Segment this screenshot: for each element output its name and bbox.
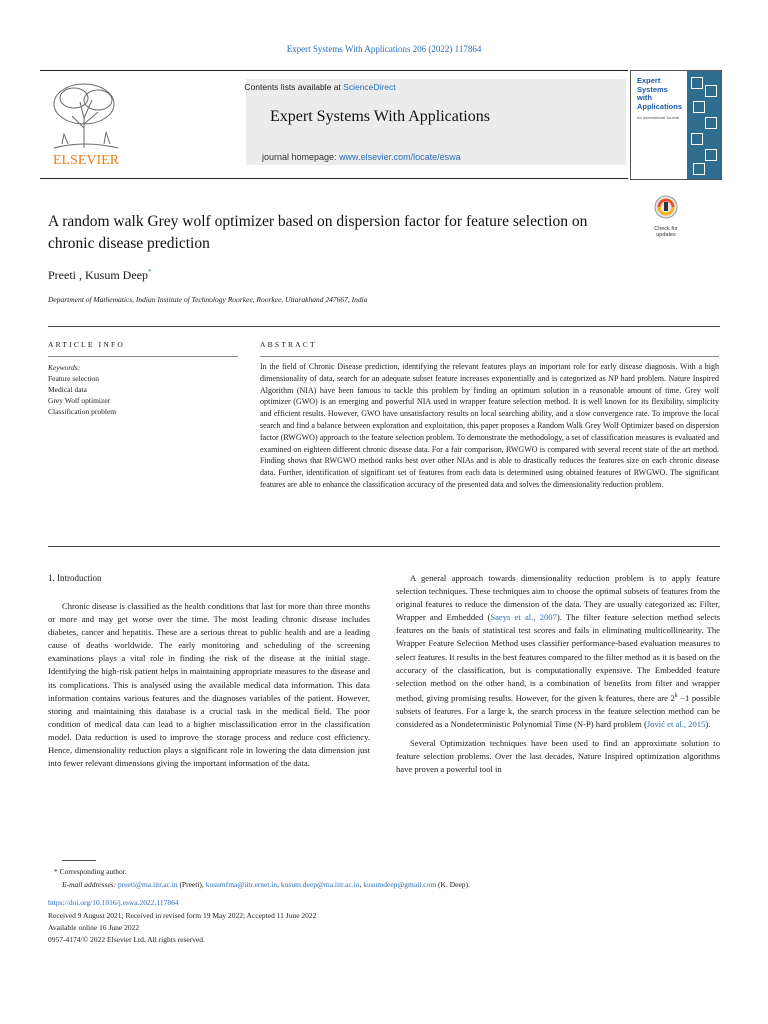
homepage-link[interactable]: www.elsevier.com/locate/eswa (339, 152, 461, 162)
keyword-item: Grey Wolf optimizer (48, 396, 111, 405)
check-for-updates-badge[interactable] (646, 194, 686, 238)
article-info-heading: ARTICLE INFO (48, 340, 125, 349)
info-rule (48, 356, 238, 357)
cover-title: Expert Systems with Applications (637, 76, 683, 111)
email-link[interactable]: kusumdeep@gmail.com (363, 880, 437, 889)
author-names: Preeti , Kusum Deep (48, 268, 148, 282)
email-owner: (Preeti), (177, 880, 206, 889)
affiliation: Department of Mathematics, Indian Institute of Technology Roorkee, Roorkee, Uttarakhand 247667, India (48, 295, 368, 304)
email-link[interactable]: kusum.deep@ma.iitr.ac.in (280, 880, 360, 889)
cover-subtitle: An International Journal (637, 115, 680, 120)
section-heading-introduction: 1. Introduction (48, 573, 102, 583)
email-link[interactable]: preeti@ma.iitr.ac.in (117, 880, 178, 889)
superscript-k: k (674, 692, 678, 699)
corresponding-author-note: * Corresponding author. (54, 867, 127, 876)
keyword-item: Feature selection (48, 374, 100, 383)
keyword-item: Medical data (48, 385, 87, 394)
intro-paragraph-2 (396, 572, 720, 731)
article-title: A random walk Grey wolf optimizer based on dispersion factor for feature selection on chronic disease prediction (48, 213, 588, 252)
doi-link[interactable]: https://doi.org/10.1016/j.eswa.2022.117864 (48, 898, 179, 907)
top-rule (48, 326, 720, 327)
homepage-prefix: journal homepage: (262, 152, 340, 162)
check-for-updates-label: Check for updates (654, 226, 678, 238)
contents-prefix: Contents lists available at (244, 82, 344, 92)
email-separator: , (277, 880, 281, 889)
right-column (396, 572, 720, 776)
publisher-wordmark: ELSEVIER (52, 153, 120, 168)
contents-line (0, 82, 640, 92)
corresponding-mark[interactable]: * (147, 268, 152, 276)
email-link[interactable]: kusumfma@iitr.ernet.in (205, 880, 278, 889)
sciencedirect-link[interactable]: ScienceDirect (343, 82, 396, 92)
left-column (48, 600, 370, 770)
check-for-updates-icon (646, 194, 686, 222)
received-dates: Received 9 August 2021; Received in revised form 19 May 2022; Accepted 11 June 2022 (48, 911, 317, 920)
citation-saeys[interactable]: Saeys et al., 2007 (490, 612, 557, 623)
citation-jovic[interactable]: Jović et al., 2015 (646, 718, 706, 729)
intro-paragraph-1: Chronic disease is classified as the health conditions that last for more than three months or more and may get worse over the time. The most leading chronic disease includes diabetes, cancer and hepatitis. These are a serious threat to public health and are a leading cause of deaths worldwide. The early monitoring and scheduling of the screening examinations plays a vital role in finding the risk of the disease at the initial stage. Identifying the high-risk patient helps in maintaining appropriate measures to the disease and its complications. This is analysed using the available medical data information. This data information contains various features and the diagnoses variables of the patient. However, storing and maintaining this database is a crucial task in the medical field. The poor condition of medical data can lead to a higher misclassification error in the classification model. Data reduction is used to improve the storage process and reduce cost efficiency. Hence, dimensionality reduction plays a significant role in lowering the data dimension just into fewer relevant dimensions giving the important information of the data. (48, 601, 370, 769)
running-header[interactable]: Expert Systems With Applications 206 (2022) 117864 (286, 44, 482, 54)
bottom-rule (48, 546, 720, 547)
journal-cover[interactable] (630, 70, 722, 180)
abstract-heading: ABSTRACT (260, 340, 317, 349)
para2-text-c: −1 possible subsets of features. For a large k, the search process in the feature selection method can be considered as a Nondeterministic Polynomial Time (N-P) hard problem ( (396, 692, 721, 729)
available-online: Available online 16 June 2022 (48, 923, 140, 932)
email-separator: , (359, 880, 364, 889)
issn-copyright: 0957-4174/© 2022 Elsevier Ltd. All rights reserved. (48, 935, 205, 944)
para2-text-d: ). (705, 718, 711, 729)
footnote-rule (62, 860, 96, 861)
keywords-block (48, 362, 116, 417)
keyword-item: Classification problem (48, 407, 117, 416)
para2-text-a: A general approach towards dimensionality reduction problem is to apply feature selection techniques. These techniques aim to choose the optimal subsets of features from the original features to reduce the dimension of the data. They are usually categorized as: Filter, Wrapper and Embedded ( (396, 573, 720, 623)
intro-paragraph-3: Several Optimization techniques have been used to find an approximate solution to feature selection problems. Over the last decades, Nature Inspired optimization algorithms have proven a powerful tool in (396, 737, 720, 775)
abstract-rule (260, 356, 719, 357)
para2-text-b: ). The filter feature selection method selects features on the basis of statistical test scores and fails in eliminating multicollinearity. The Wrapper Feature Selection Method uses classifier performance-based evaluation measures to select features. It results in the best features compared to the filter method as it is based on the accuracy of the classification, but is computationally expensive. The Embedded feature selection method on the other hand, is a combination of benefits from filter and wrapper method, giving promising results. However, for the given k features, there are 2 (396, 612, 720, 703)
abstract-text: In the field of Chronic Disease prediction, identifying the relevant features plays an important role for early disease diagnosis. With a high dimensionality of data, search for an adequate subset feature increases exponentially and is categorized as NP hard problem. Nature Inspired Algorithm (NIA) have been famous to tackle this problem by finding an optimum solution in a reasonable amount of time. Grey wolf optimizer (GWO) is an emerging and powerful NIA used in wrapper feature selection method. It is well known for its flexibility, simplicity and efficient results. However, GWO have unsatisfactory results on local searching ability, and a slow convergence rate. To improve the local search and find a balance between exploration and exploitation, this paper proposes a Random Walk Grey Wolf Optimizer based on dispersion factor (RWGWO) approach to the feature selection problem. To demonstrate the methodology, a set of classification measures is evaluated and examined on eighteen different chronic disease data. For a fair comparison, RWGWO is compared with several recent state of the art method. Finding shows that RWGWO method ranks best over other NIAs and is able to drastically reduces the features size on each chronic disease data. Further, identification of significant set of features from each data is determined using obtained features of RWGWO. The significant features are able to enhance the classification accuracy of the presented data and solves the dimensionality reduction problem. (260, 362, 719, 489)
email-owner: (K. Deep). (436, 880, 470, 889)
email-label: E-mail addresses: (62, 880, 117, 889)
email-addresses (62, 879, 470, 890)
cover-pattern (687, 71, 721, 179)
keywords-label: Keywords: (48, 363, 81, 372)
authors (48, 268, 151, 283)
journal-homepage (262, 152, 461, 162)
journal-title: Expert Systems With Applications (270, 108, 490, 125)
